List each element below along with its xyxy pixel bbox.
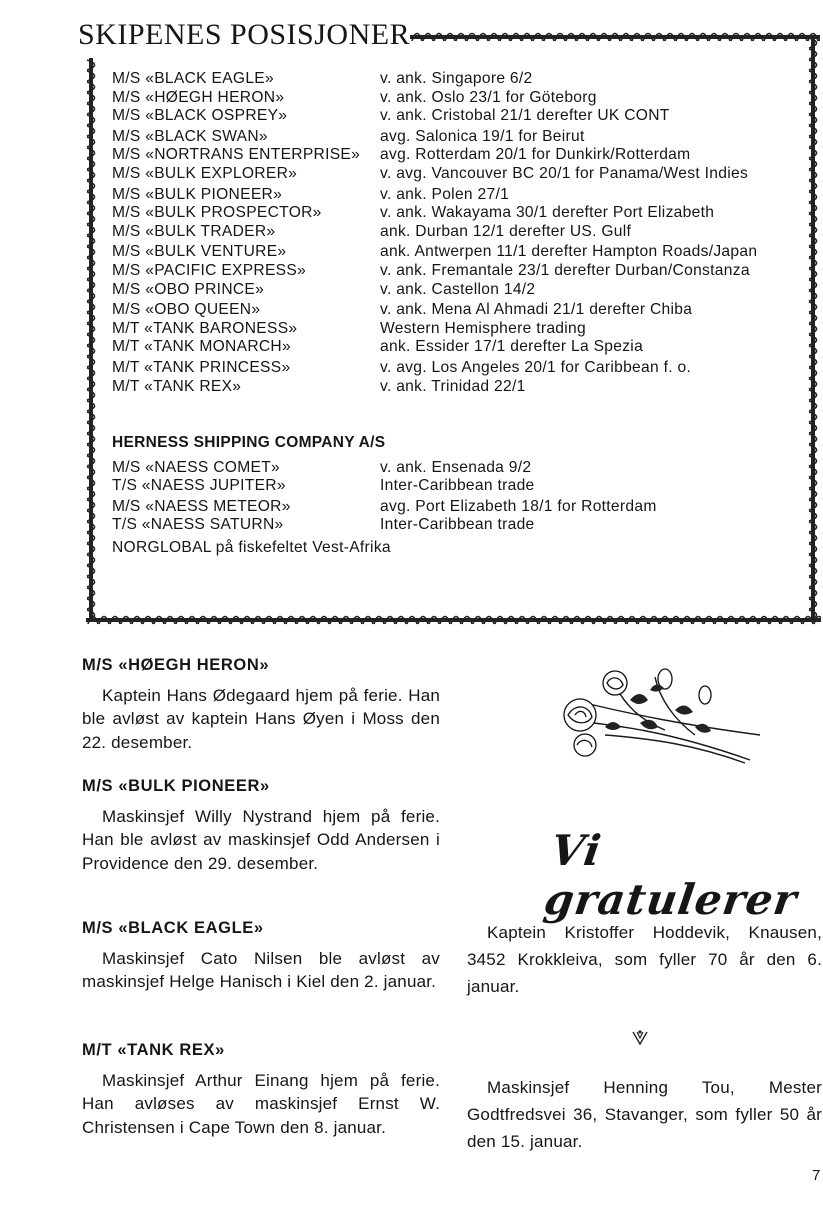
article-text: Maskinsjef Willy Nystrand hjem på ferie. Han ble avløst av maskinsjef Odd Andersen i Providence den 29. desember. [82,806,440,873]
article-heading: M/S «HØEGH HERON» [82,656,270,674]
ship-position: avg. Port Elizabeth 18/1 for Rotterdam [380,497,657,515]
ship-name: M/T «TANK PRINCESS» [112,358,291,376]
article-text: Maskinsjef Cato Nilsen ble avløst av maskinsjef Helge Hanisch i Kiel den 2. januar. [82,948,440,991]
ship-name: T/S «NAESS SATURN» [112,516,284,534]
page-number: 7 [812,1167,821,1184]
ship-row [112,338,812,357]
ship-name: M/S «BULK TRADER» [112,222,276,240]
ship-name: M/T «TANK MONARCH» [112,338,291,356]
ship-row [112,89,812,108]
article-text: Kaptein Hans Ødegaard hjem på ferie. Han ble avløst av kaptein Hans Øyen i Moss den 22. desember. [82,685,440,752]
ship-position: Inter-Caribbean trade [380,516,535,534]
fleet-list [112,70,812,396]
ship-row [112,128,812,147]
article-heading: M/S «BULK PIONEER» [82,777,270,795]
herness-list [112,459,812,535]
ship-position: v. avg. Vancouver BC 20/1 for Panama/West Indies [380,164,749,182]
article-black-eagle [82,917,440,994]
ship-row [112,320,812,339]
ship-name: M/S «BULK EXPLORER» [112,164,298,182]
ornament-icon [630,1028,650,1048]
ship-name: M/S «BLACK EAGLE» [112,70,274,87]
ship-position: v. ank. Oslo 23/1 for Göteborg [380,88,597,106]
ship-row [112,204,812,223]
ship-position: v. ank. Ensenada 9/2 [380,458,532,476]
fleet-positions [112,70,812,558]
ship-position: ank. Antwerpen 11/1 derefter Hampton Roads/Japan [380,243,758,261]
ship-name: M/S «BLACK SWAN» [112,127,268,145]
herness-heading: HERNESS SHIPPING COMPANY A/S [112,434,386,452]
article-text: Maskinsjef Arthur Einang hjem på ferie. Han avløses av maskinsjef Ernst W. Christensen i Cape Town den 8. januar. [82,1070,440,1137]
ship-position: v. ank. Polen 27/1 [380,185,510,203]
gratulerer-entry [467,919,822,1000]
ship-name: M/S «BLACK OSPREY» [112,107,288,125]
herness-note: NORGLOBAL på fiskefeltet Vest-Afrika [112,539,391,557]
ship-position: v. avg. Los Angeles 20/1 for Caribbean f. o. [380,358,692,376]
ship-name: M/S «OBO QUEEN» [112,301,261,319]
article-hoegh-heron [82,654,440,754]
page-title: SKIPENES POSISJONER [78,18,411,51]
ship-position: Inter-Caribbean trade [380,477,535,495]
ship-row [112,359,812,378]
ship-name: T/S «NAESS JUPITER» [112,477,286,495]
ship-row [112,477,812,496]
gratulerer-entry-text: Kaptein Kristoffer Hoddevik, Knausen, 3452 Krokkleiva, som fyller 70 år den 6. januar. [467,923,822,996]
ship-row [112,378,812,397]
ship-position: v. ank. Fremantale 23/1 derefter Durban/Constanza [380,261,750,279]
rope-border-bottom [86,613,821,627]
ship-name: M/S «BULK VENTURE» [112,243,287,261]
article-heading: M/T «TANK REX» [82,1041,225,1059]
ship-name: M/S «NAESS COMET» [112,458,281,476]
ship-name: M/S «OBO PRINCE» [112,280,265,298]
gratulerer-entry [467,1074,822,1155]
ship-row [112,301,812,320]
ship-row [112,516,812,535]
article-heading: M/S «BLACK EAGLE» [82,919,264,937]
ship-row [112,107,812,126]
ship-name: M/S «NAESS METEOR» [112,497,291,515]
ship-position: ank. Essider 17/1 derefter La Spezia [380,338,644,356]
ship-position: Western Hemisphere trading [380,319,586,337]
article-bulk-pioneer [82,775,440,875]
ship-position: v. ank. Wakayama 30/1 derefter Port Elizabeth [380,204,715,222]
ship-name: M/S «BULK PROSPECTOR» [112,204,322,222]
article-tank-rex [82,1039,440,1139]
ship-row [112,70,812,89]
roses-illustration [545,665,770,765]
ship-row [112,459,812,478]
ship-row [112,243,812,262]
ship-name: M/S «NORTRANS ENTERPRISE» [112,146,361,164]
ship-row [112,262,812,281]
ship-name: M/S «HØEGH HERON» [112,88,285,106]
ship-position: v. ank. Cristobal 21/1 derefter UK CONT [380,107,670,125]
ship-row [112,223,812,242]
ship-row [112,186,812,205]
ship-position: ank. Durban 12/1 derefter US. Gulf [380,222,632,240]
ship-row [112,165,812,184]
ship-row [112,146,812,165]
ship-position: v. ank. Mena Al Ahmadi 21/1 derefter Chiba [380,301,693,319]
rope-border-top [410,30,820,44]
ship-position: v. ank. Singapore 6/2 [380,70,533,87]
ship-row [112,281,812,300]
ship-position: avg. Rotterdam 20/1 for Dunkirk/Rotterdam [380,146,691,164]
ship-position: v. ank. Castellon 14/2 [380,280,536,298]
ship-position: avg. Salonica 19/1 for Beirut [380,127,585,145]
ship-name: M/S «PACIFIC EXPRESS» [112,261,307,279]
ship-row [112,498,812,517]
ship-name: M/T «TANK BARONESS» [112,319,298,337]
gratulerer-entry-text: Maskinsjef Henning Tou, Mester Godtfredsvei 36, Stavanger, som fyller 50 år den 15. januar. [467,1078,822,1151]
ship-name: M/T «TANK REX» [112,377,242,395]
rope-border-left [84,58,98,620]
ship-name: M/S «BULK PIONEER» [112,185,283,203]
gratulerer-heading: Vi gratulerer [541,826,801,924]
ship-position: v. ank. Trinidad 22/1 [380,377,526,395]
